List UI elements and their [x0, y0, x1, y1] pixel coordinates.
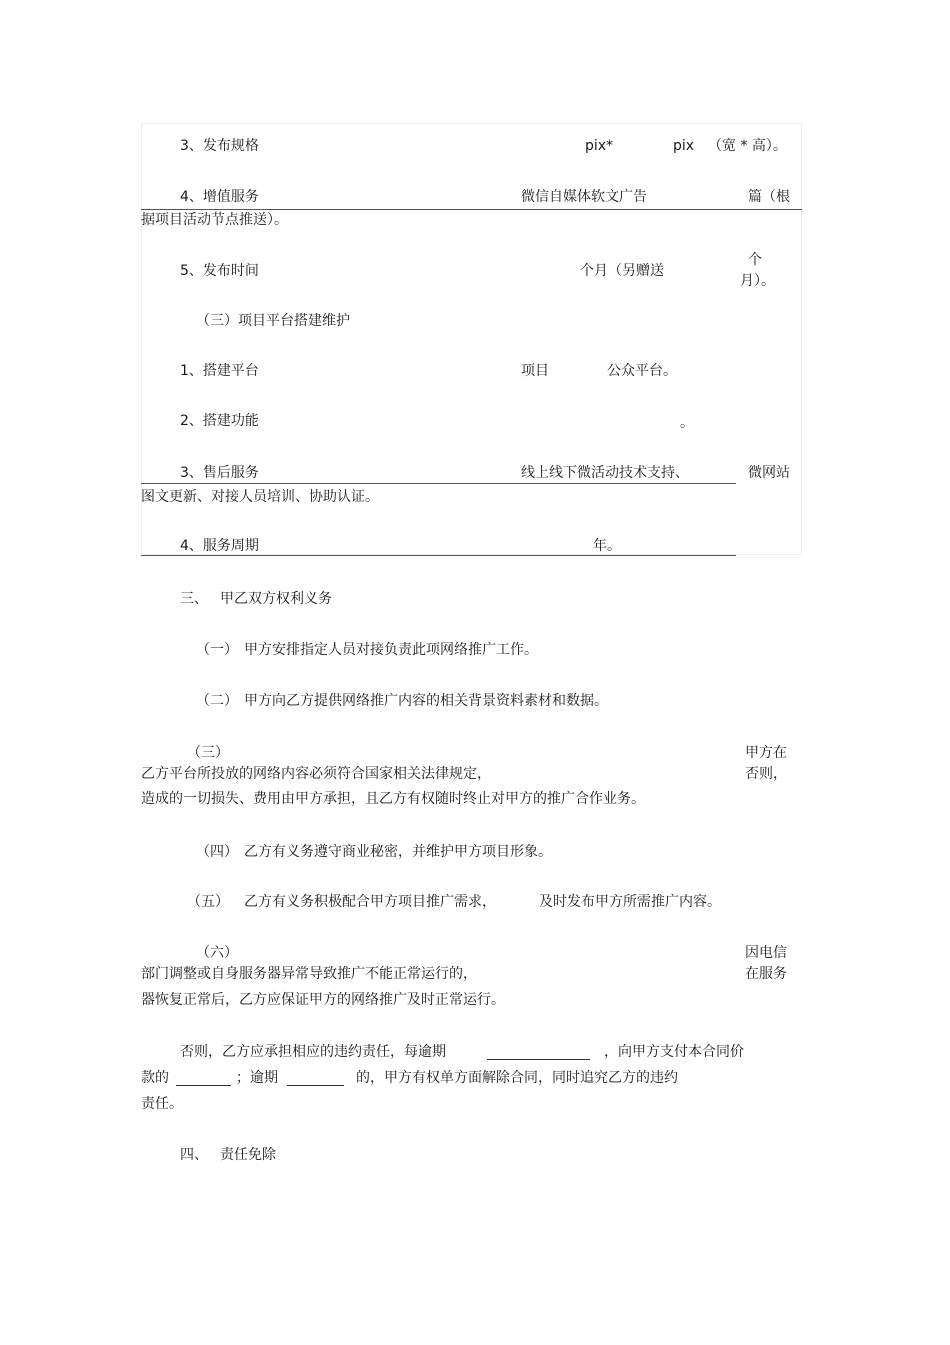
item3-right-1: 甲方在	[745, 745, 787, 761]
penalty-text-6: 责任。	[141, 1096, 183, 1112]
service-period-year: 年。	[593, 538, 621, 554]
divider	[141, 209, 802, 210]
item3-line-3: 造成的一切损失、费用由甲方承担，且乙方有权随时终止对甲方的推广合作业务。	[141, 791, 645, 807]
item6-number: （六）	[196, 945, 238, 961]
value-added-label: 4、增值服务	[180, 189, 259, 205]
spec-width-height: （宽 * 高）。	[708, 138, 787, 154]
value-added-continuation: 据项目活动节点推送）。	[141, 212, 288, 228]
section3-number: 三、	[180, 591, 208, 607]
blank-percentage	[176, 1071, 231, 1086]
build-platform-public: 公众平台。	[607, 363, 677, 379]
penalty-text-4: ；逾期	[236, 1070, 278, 1086]
blank-overdue-limit	[287, 1071, 344, 1086]
spec-pix-width: pix*	[585, 138, 614, 154]
item6-right-2: 在服务	[745, 966, 787, 982]
value-added-pian: 篇（根	[748, 189, 790, 205]
spec-pix-height: pix	[673, 138, 695, 154]
build-function-period: 。	[680, 415, 694, 431]
build-function-label: 2、搭建功能	[180, 413, 259, 429]
publish-time-ge: 个	[748, 252, 762, 268]
item1-text: 甲方安排指定人员对接负责此项网络推广工作。	[244, 642, 538, 658]
item2-number: （二）	[196, 693, 238, 709]
item2-text: 甲方向乙方提供网络推广内容的相关背景资料素材和数据。	[244, 693, 608, 709]
item6-line-2: 部门调整或自身服务器异常导致推广不能正常运行的，	[141, 966, 477, 982]
item6-line-3: 器恢复正常后，乙方应保证甲方的网络推广及时正常运行。	[141, 992, 505, 1008]
item1-number: （一）	[196, 642, 238, 658]
after-sales-microsite: 微网站	[748, 465, 790, 481]
section4-number: 四、	[180, 1147, 208, 1163]
penalty-text-3: 款的	[141, 1070, 169, 1086]
after-sales-online: 线上线下微活动技术支持、	[521, 465, 689, 481]
after-sales-continuation: 图文更新、对接人员培训、协助认证。	[141, 489, 379, 505]
item4-text: 乙方有义务遵守商业秘密，并维护甲方项目形象。	[244, 844, 552, 860]
penalty-text-2: ，向甲方支付本合同价	[604, 1044, 744, 1060]
penalty-text-5: 的，甲方有权单方面解除合同，同时追究乙方的违约	[356, 1070, 678, 1086]
publish-time-label: 5、发布时间	[180, 263, 259, 279]
blank-overdue-period	[487, 1045, 590, 1060]
item3-number: （三）	[187, 745, 229, 761]
item6-right-1: 因电信	[745, 945, 787, 961]
publish-time-yue: 月）。	[740, 273, 775, 289]
service-period-label: 4、服务周期	[180, 538, 259, 554]
value-added-wechat: 微信自媒体软文广告	[521, 189, 647, 205]
section3-heading: 甲乙双方权利义务	[220, 591, 332, 607]
spec-label: 3、发布规格	[180, 138, 259, 154]
divider	[141, 555, 736, 556]
item4-number: （四）	[196, 844, 238, 860]
platform-heading: （三）项目平台搭建维护	[196, 313, 350, 329]
divider	[141, 483, 736, 484]
item5-text-2: 及时发布甲方所需推广内容。	[539, 894, 721, 910]
item5-text-1: 乙方有义务积极配合甲方项目推广需求，	[244, 894, 496, 910]
item5-number: （五）	[187, 894, 229, 910]
item3-line-2: 乙方平台所投放的网络内容必须符合国家相关法律规定，	[141, 766, 491, 782]
section4-heading: 责任免除	[220, 1147, 276, 1163]
build-platform-label: 1、搭建平台	[180, 363, 259, 379]
build-platform-project: 项目	[521, 363, 549, 379]
penalty-text-1: 否则，乙方应承担相应的违约责任，每逾期	[180, 1044, 446, 1060]
publish-time-months: 个月（另赠送	[580, 263, 664, 279]
item3-right-2: 否则，	[745, 766, 787, 782]
after-sales-label: 3、售后服务	[180, 465, 259, 481]
